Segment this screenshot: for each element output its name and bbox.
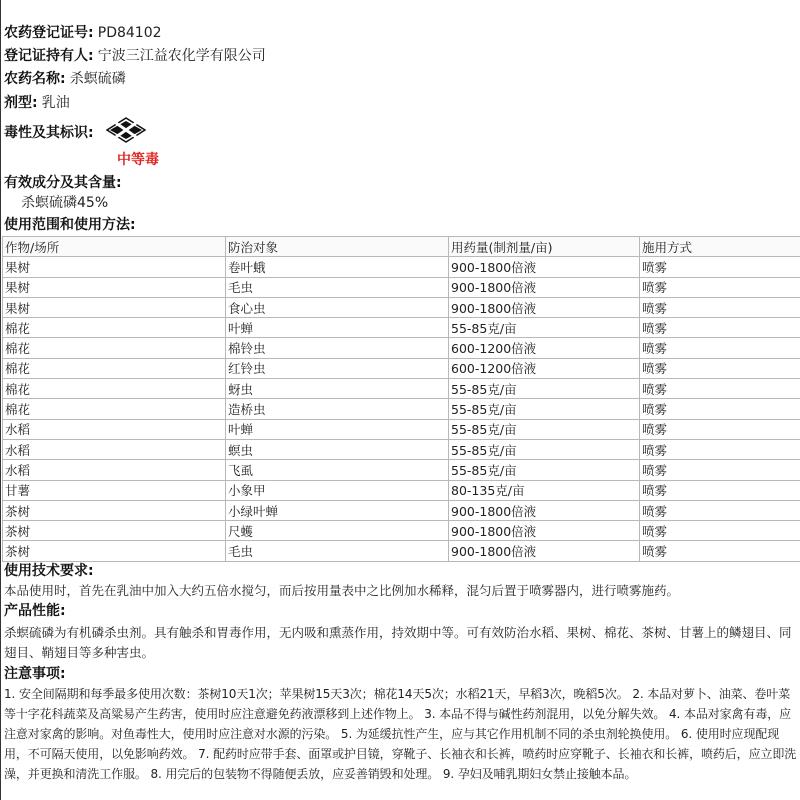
performance-heading: [4, 601, 66, 622]
cell-crop: 水稻: [3, 419, 226, 439]
table-row: [3, 419, 800, 439]
toxicity-line: [4, 117, 146, 150]
cell-dosage: 55-85克/亩: [449, 379, 640, 399]
cell-dosage: 55-85克/亩: [449, 460, 640, 480]
header-method: 施用方式: [640, 237, 800, 257]
table-row: [3, 500, 800, 520]
cell-crop: 果树: [3, 277, 226, 297]
cell-crop: 棉花: [3, 399, 226, 419]
table-row: [3, 460, 800, 480]
ingredients-label: 有效成分及其含量:: [4, 175, 122, 191]
cell-dosage: 55-85克/亩: [449, 439, 640, 459]
holder-value: 宁波三江益农化学有限公司: [97, 48, 266, 64]
usage-label: 使用范围和使用方法:: [4, 217, 136, 233]
tech-text: 本品使用时，首先在乳油中加入大约五倍水搅匀，而后按用量表中之比例加水稀释，混匀后置于喷雾器内，进行喷雾施药。: [4, 583, 680, 598]
cell-target: 蚜虫: [226, 379, 449, 399]
table-row: [3, 358, 800, 378]
cell-dosage: 900-1800倍液: [449, 297, 640, 317]
cell-target: 毛虫: [226, 541, 449, 561]
header-dosage: 用药量(制剂量/亩): [449, 237, 640, 257]
holder-label: 登记证持有人:: [4, 48, 94, 64]
header-crop: 作物/场所: [3, 237, 226, 257]
cell-target: 棉铃虫: [226, 338, 449, 358]
formulation-line: [4, 93, 70, 114]
cell-crop: 棉花: [3, 318, 226, 338]
name-line: [4, 69, 126, 90]
cell-target: 小象甲: [226, 480, 449, 500]
cell-target: 尺蠖: [226, 521, 449, 541]
cell-crop: 棉花: [3, 338, 226, 358]
cell-dosage: 55-85克/亩: [449, 318, 640, 338]
cell-crop: 甘薯: [3, 480, 226, 500]
cell-crop: 茶树: [3, 521, 226, 541]
cell-method: 喷雾: [640, 500, 800, 520]
table-row: [3, 521, 800, 541]
notes-heading: [4, 664, 66, 685]
cell-dosage: 600-1200倍液: [449, 358, 640, 378]
cell-method: 喷雾: [640, 541, 800, 561]
formulation-label: 剂型:: [4, 95, 38, 111]
cell-method: 喷雾: [640, 419, 800, 439]
toxicity-label: 毒性及其标识:: [4, 125, 94, 141]
cell-crop: 茶树: [3, 541, 226, 561]
cell-crop: 水稻: [3, 439, 226, 459]
cell-target: 红铃虫: [226, 358, 449, 378]
cell-crop: 棉花: [3, 379, 226, 399]
cell-method: 喷雾: [640, 460, 800, 480]
cell-dosage: 900-1800倍液: [449, 277, 640, 297]
table-row: [3, 379, 800, 399]
cell-method: 喷雾: [640, 399, 800, 419]
registration-value: PD84102: [97, 25, 162, 41]
table-header-row: [3, 237, 800, 257]
cell-dosage: 900-1800倍液: [449, 257, 640, 277]
toxicity-cross-diamond-icon: [106, 117, 146, 150]
cell-method: 喷雾: [640, 521, 800, 541]
cell-crop: 棉花: [3, 358, 226, 378]
cell-method: 喷雾: [640, 379, 800, 399]
performance-label: 产品性能:: [4, 603, 66, 619]
name-value: 杀螟硫磷: [69, 71, 126, 87]
toxicity-level: 中等毒: [117, 152, 159, 168]
table-row: [3, 257, 800, 277]
tech-heading: [4, 561, 94, 582]
cell-method: 喷雾: [640, 439, 800, 459]
table-row: [3, 297, 800, 317]
holder-line: [4, 46, 266, 67]
table-row: [3, 480, 800, 500]
table-row: [3, 318, 800, 338]
cell-dosage: 900-1800倍液: [449, 521, 640, 541]
cell-dosage: 55-85克/亩: [449, 419, 640, 439]
name-label: 农药名称:: [4, 71, 66, 87]
cell-dosage: 900-1800倍液: [449, 541, 640, 561]
cell-target: 食心虫: [226, 297, 449, 317]
cell-dosage: 80-135克/亩: [449, 480, 640, 500]
cell-dosage: 55-85克/亩: [449, 399, 640, 419]
performance-text: 杀螟硫磷为有机磷杀虫剂。具有触杀和胃毒作用，无内吸和熏蒸作用，持效期中等。可有效防治水稻、果树、棉花、茶树、甘薯上的鳞翅目、同翅目、鞘翅目等多种害虫。: [4, 625, 792, 660]
cell-crop: 果树: [3, 257, 226, 277]
cell-target: 叶蝉: [226, 318, 449, 338]
table-row: [3, 399, 800, 419]
usage-heading: [4, 215, 136, 236]
table-row: [3, 541, 800, 561]
cell-target: 飞虱: [226, 460, 449, 480]
registration-line: [4, 23, 162, 44]
notes-label: 注意事项:: [4, 666, 66, 682]
table-row: [3, 277, 800, 297]
cell-method: 喷雾: [640, 257, 800, 277]
cell-method: 喷雾: [640, 297, 800, 317]
registration-label: 农药登记证号:: [4, 25, 94, 41]
usage-table: [2, 236, 800, 562]
cell-crop: 水稻: [3, 460, 226, 480]
usage-table-body: [3, 257, 800, 561]
ingredients-value: 杀螟硫磷45%: [21, 195, 109, 211]
cell-target: 叶蝉: [226, 419, 449, 439]
ingredients-line: [4, 173, 122, 194]
cell-target: 毛虫: [226, 277, 449, 297]
tech-label: 使用技术要求:: [4, 563, 94, 579]
formulation-value: 乳油: [41, 95, 70, 111]
cell-method: 喷雾: [640, 480, 800, 500]
cell-target: 螟虫: [226, 439, 449, 459]
table-row: [3, 338, 800, 358]
cell-method: 喷雾: [640, 318, 800, 338]
cell-target: 造桥虫: [226, 399, 449, 419]
table-row: [3, 439, 800, 459]
cell-method: 喷雾: [640, 358, 800, 378]
cell-method: 喷雾: [640, 277, 800, 297]
cell-target: 卷叶蛾: [226, 257, 449, 277]
header-target: 防治对象: [226, 237, 449, 257]
cell-crop: 茶树: [3, 500, 226, 520]
cell-dosage: 900-1800倍液: [449, 500, 640, 520]
cell-method: 喷雾: [640, 338, 800, 358]
cell-crop: 果树: [3, 297, 226, 317]
cell-dosage: 600-1200倍液: [449, 338, 640, 358]
cell-target: 小绿叶蝉: [226, 500, 449, 520]
notes-text: 1. 安全间隔期和每季最多使用次数：茶树10天1次；苹果树15天3次；棉花14天5次；水稻21天，早稻3次，晚稻5次。 2. 本品对萝卜、油菜、卷叶菜等十字花科蔬菜及高粱易产生药害，使用时应注意避免药液漂移到上述作物上。 3. 本品不得与碱性药剂混用，以免分解失效。 4. 本品对家禽有毒，应注意对家禽的影响。对鱼毒性大，使用时应注意对水源的污染。 5. 为延缓抗性产生，应与其它作用机制不同的杀虫剂轮换使用。 6. 使用时应现配现用，不可隔天使用，以免影响药效。 7. 配药时应带手套、面罩或护目镜，穿靴子、长袖衣和长裤，喷药时应穿靴子、长袖衣和长裤，喷药后，应立即洗澡，并更换和清洗工作服。 8. 用完后的包装物不得随便丢放，应妥善销毁和处理。 9. 孕妇及哺乳期妇女禁止接触本品。: [4, 687, 797, 781]
